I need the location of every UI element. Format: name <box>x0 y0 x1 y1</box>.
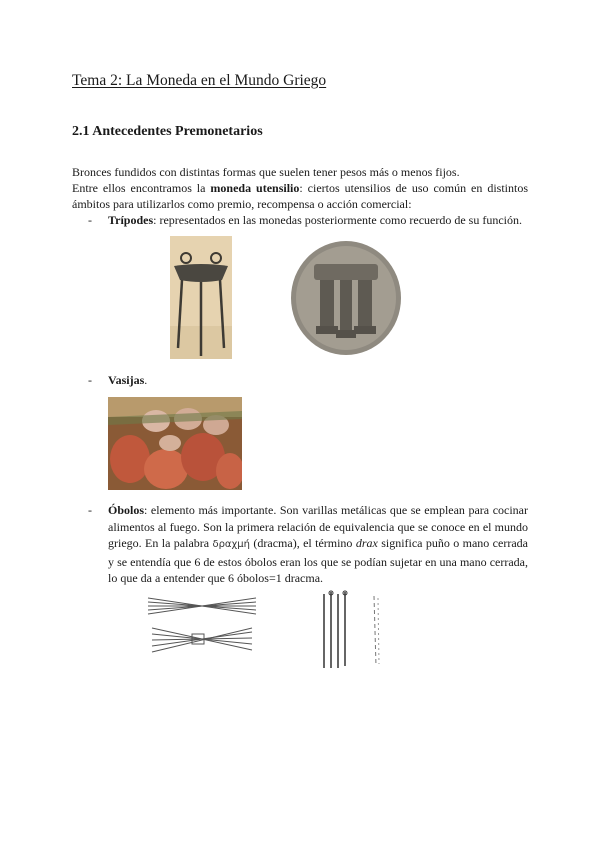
bullet-term-vasijas: Vasijas <box>108 373 145 387</box>
intro-paragraph <box>72 180 528 212</box>
tripod-coin-image <box>290 240 402 356</box>
intro-text-before: Entre ellos encontramos la <box>72 181 211 195</box>
bullet-dash: - <box>88 373 92 387</box>
obolos-bundle-image <box>146 592 258 658</box>
bullet-obolos <box>90 502 528 587</box>
italic-term-drax: drax <box>355 536 378 550</box>
bullet-tripodes <box>90 212 528 229</box>
bullet-text-obolos-3: significa puño o mano cerrada y se entendía que 6 de estos óbolos eran los que se podían sujetar en una mano cerrada, lo que da a entender que 6 óbolos=1 dracma. <box>108 536 528 585</box>
greek-word-drachma: δραχμή <box>212 539 251 550</box>
bullet-vasijas <box>90 372 528 389</box>
section-heading: 2.1 Antecedentes Premonetarios <box>72 124 263 139</box>
bullet-text-vasijas: . <box>144 373 148 387</box>
obolos-rods-image <box>318 590 388 670</box>
bullet-text-obolos-2: (dracma), el término <box>250 536 356 550</box>
bullet-text-tripodes: : representados en las monedas posteriormente como recuerdo de su función. <box>153 213 523 227</box>
page-title: Tema 2: La Moneda en el Mundo Griego <box>72 72 327 89</box>
bullet-dash: - <box>88 213 92 227</box>
intro-line-1: Bronces fundidos con distintas formas que suelen tener pesos más o menos fijos. <box>72 165 460 179</box>
bullet-term-tripodes: Trípodes <box>108 213 154 227</box>
tripod-image <box>170 236 232 359</box>
bullet-text-obolos-1: : elemento más importante. Son varillas metálicas que se emplean para cocinar alimentos al fuego. Son la primera relación de equivalencia que se conoce en el mundo griego. En la palabra <box>108 503 528 550</box>
bullet-dash: - <box>88 503 92 517</box>
bullet-term-obolos: Óbolos <box>108 503 145 517</box>
intro-text-after: : ciertos utensilios de uso común en distintos ámbitos para utilizarlos como premio, recompensa o acción comercial: <box>72 181 529 211</box>
intro-bold-term: moneda utensilio <box>210 181 300 195</box>
vessels-image <box>108 397 242 490</box>
